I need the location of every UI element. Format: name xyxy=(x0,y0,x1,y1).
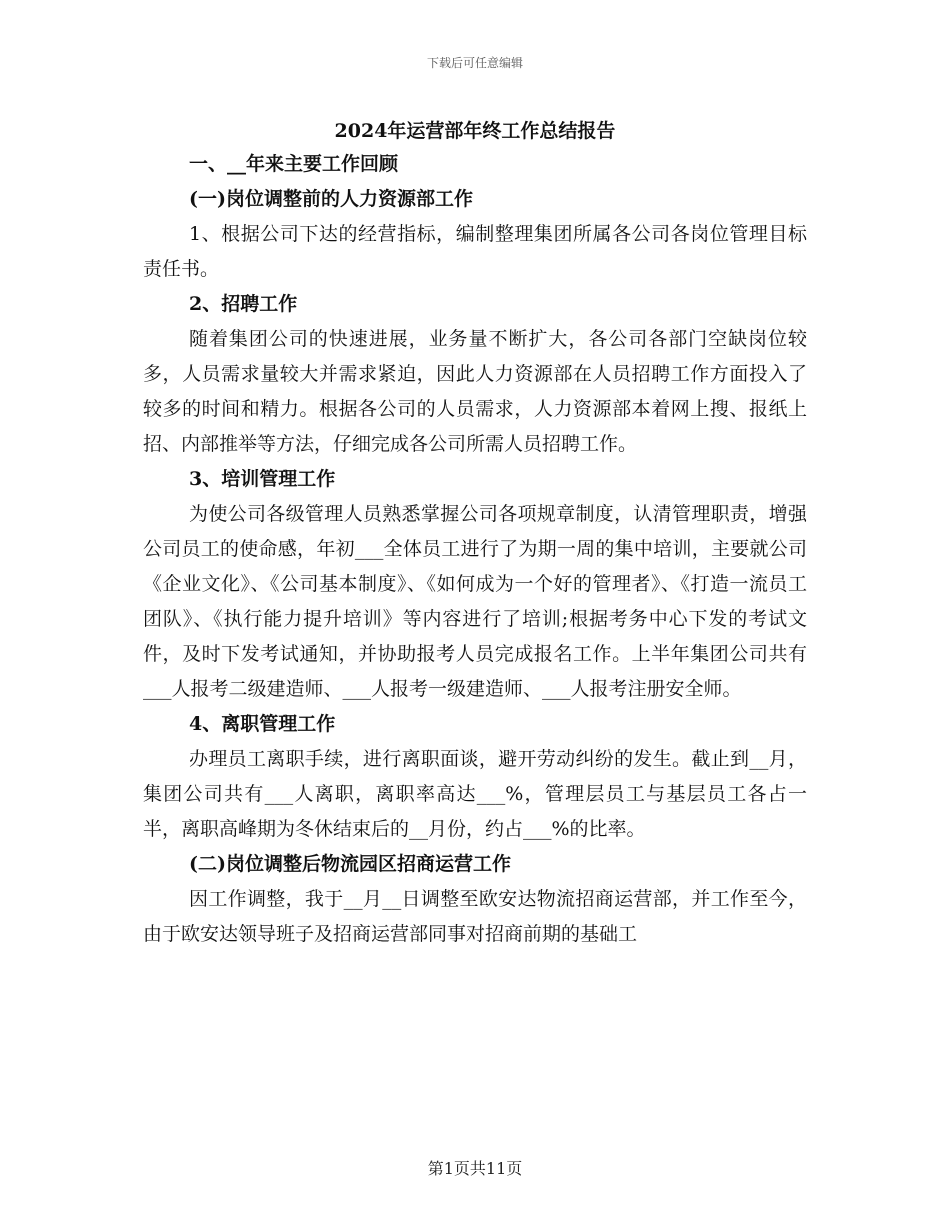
section-1-heading: 一、__年来主要工作回顾 xyxy=(189,153,399,175)
item-4-paragraph: 办理员工离职手续，进行离职面谈，避开劳动纠纷的发生。截止到__月，集团公司共有___人离职，离职率高达___%，管理层员工与基层员工各占一半，离职高峰期为冬休结束后的__月份，约占___%的比率。 xyxy=(143,748,807,840)
item-2-heading: 2、招聘工作 xyxy=(189,293,298,315)
item-1-paragraph: 1、根据公司下达的经营指标，编制整理集团所属各公司各岗位管理目标责任书。 xyxy=(143,223,807,280)
subsection-1-heading: (一)岗位调整前的人力资源部工作 xyxy=(189,188,473,210)
item-3-paragraph: 为使公司各级管理人员熟悉掌握公司各项规章制度，认清管理职责，增强公司员工的使命感，年初___全体员工进行了为期一周的集中培训，主要就公司《企业文化》、《公司基本制度》、《如何成为一个好的管理者》、《打造一流员工团队》、《执行能力提升培训》等内容进行了培训;根据考务中心下发的考试文件，及时下发考试通知，并协助报考人员完成报名工作。上半年集团公司共有___人报考二级建造师、___人报考一级建造师、___人报考注册安全师。 xyxy=(143,503,807,700)
document-body xyxy=(143,147,807,952)
page-number-footer: 第1页共11页 xyxy=(427,1159,523,1178)
item-2-paragraph: 随着集团公司的快速进展，业务量不断扩大，各公司各部门空缺岗位较多，人员需求量较大并需求紧迫，因此人力资源部在人员招聘工作方面投入了较多的时间和精力。根据各公司的人员需求，人力资源部本着网上搜、报纸上招、内部推举等方法，仔细完成各公司所需人员招聘工作。 xyxy=(143,328,807,455)
document-title: 2024年运营部年终工作总结报告 xyxy=(334,120,616,142)
item-3-heading: 3、培训管理工作 xyxy=(189,468,336,490)
subsection-2-paragraph: 因工作调整，我于__月__日调整至欧安达物流招商运营部，并工作至今，由于欧安达领导班子及招商运营部同事对招商前期的基础工 xyxy=(143,888,807,945)
item-4-heading: 4、离职管理工作 xyxy=(189,713,336,735)
page-header-note: 下载后可任意编辑 xyxy=(426,56,523,70)
subsection-2-heading: (二)岗位调整后物流园区招商运营工作 xyxy=(189,853,511,875)
